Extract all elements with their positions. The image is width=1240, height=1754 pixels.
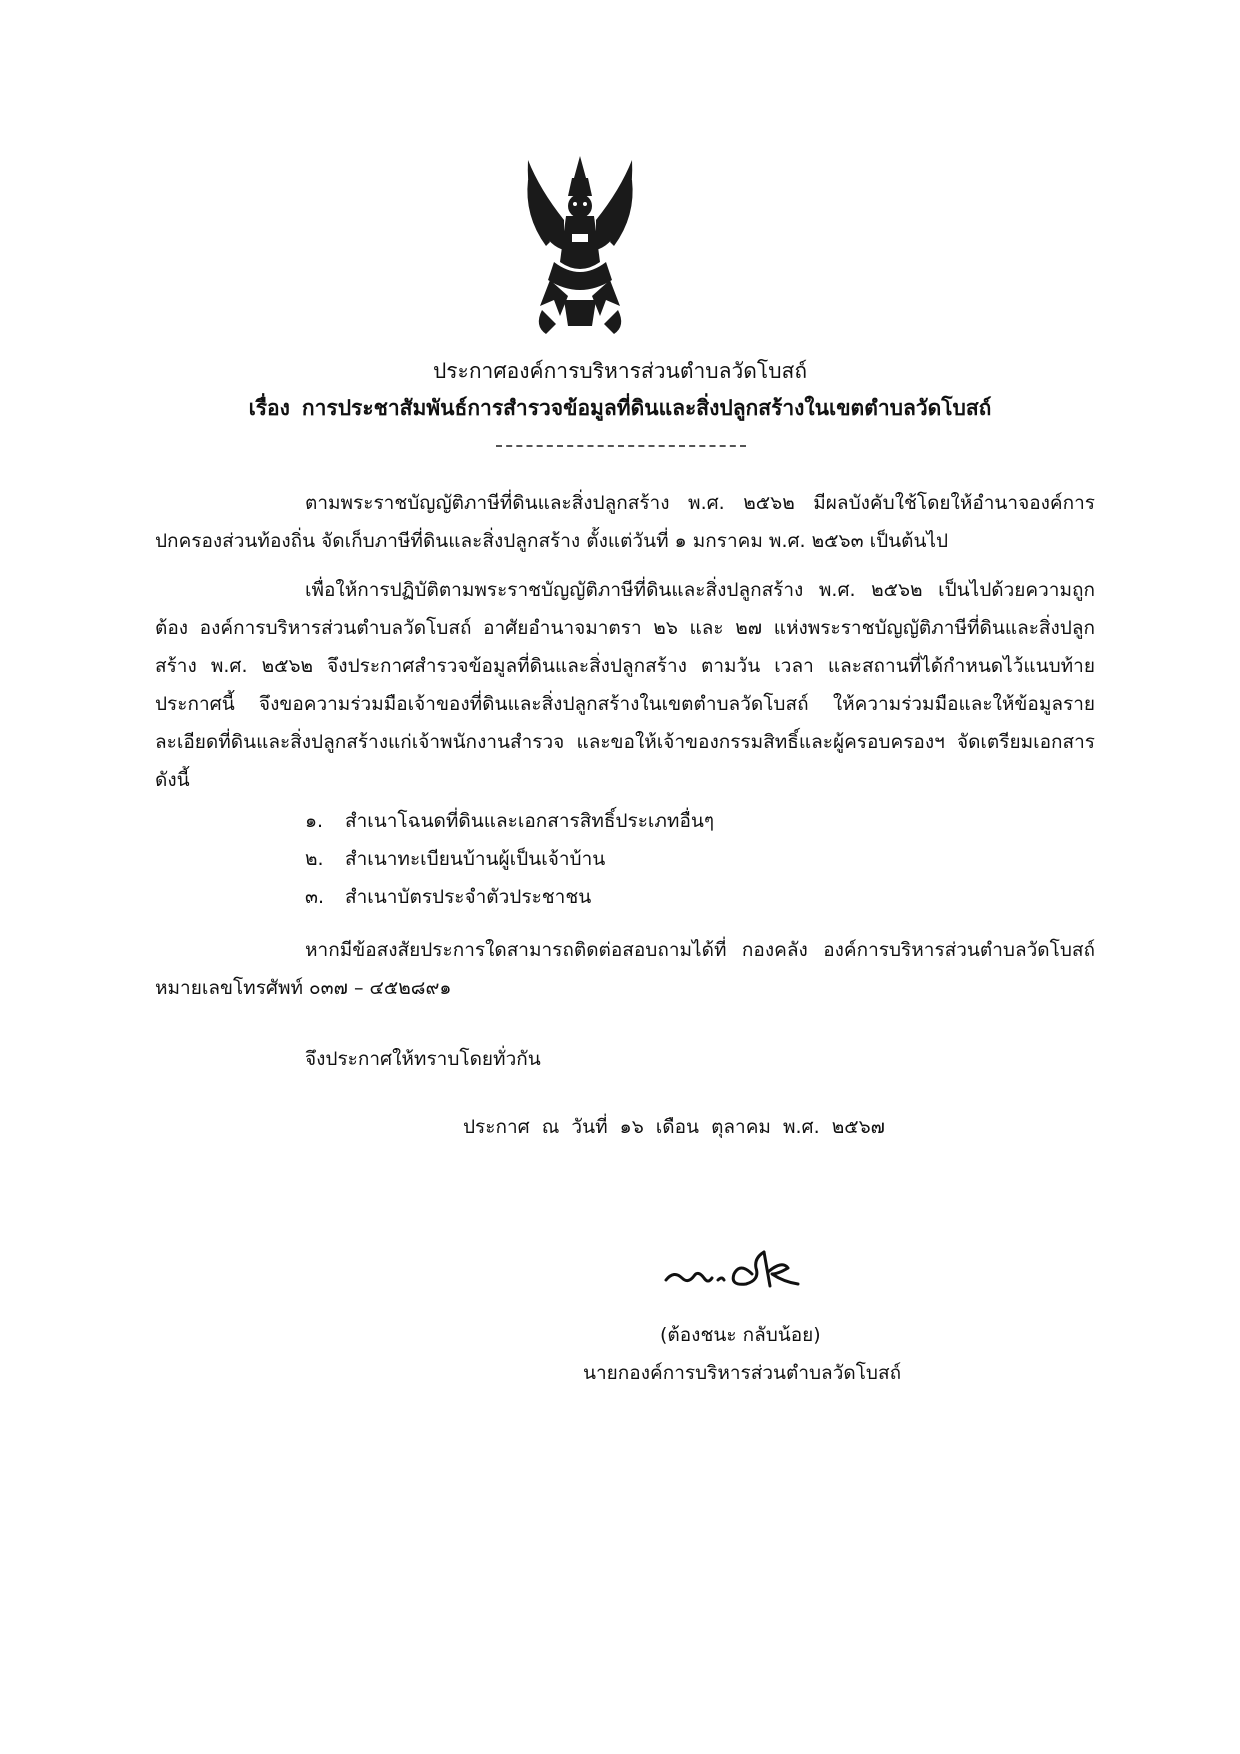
list-item	[305, 878, 714, 916]
signer-name: (ต้องชนะ กลับน้อย)	[660, 1324, 821, 1346]
list-item-text: สำเนาบัตรประจำตัวประชาชน	[345, 886, 592, 908]
subject-text: การประชาสัมพันธ์การสำรวจข้อมูลที่ดินและสิ่งปลูกสร้างในเขตตำบลวัดโบสถ์	[301, 396, 992, 420]
garuda-emblem-icon	[520, 150, 640, 340]
title-divider	[496, 445, 746, 447]
paragraph-tax-law: ตามพระราชบัญญัติภาษีที่ดินและสิ่งปลูกสร้าง พ.ศ. ๒๕๖๒ มีผลบังคับใช้โดยให้อำนาจองค์การปกครองส่วนท้องถิ่น จัดเก็บภาษีที่ดินและสิ่งปลูกสร้าง ตั้งแต่วันที่ ๑ มกราคม พ.ศ. ๒๕๖๓ เป็นต้นไป	[155, 492, 1095, 552]
signer-position: นายกองค์การบริหารส่วนตำบลวัดโบสถ์	[583, 1362, 902, 1384]
announcement-subject	[0, 392, 1240, 425]
list-item-text: สำเนาทะเบียนบ้านผู้เป็นเจ้าบ้าน	[345, 848, 606, 870]
paragraph-survey-request: เพื่อให้การปฏิบัติตามพระราชบัญญัติภาษีที่ดินและสิ่งปลูกสร้าง พ.ศ. ๒๕๖๒ เป็นไปด้วยความถูกต้อง องค์การบริหารส่วนตำบลวัดโบสถ์ อาศัยอำนาจมาตรา ๒๖ และ ๒๗ แห่งพระราชบัญญัติภาษีที่ดินและสิ่งปลูกสร้าง พ.ศ. ๒๕๖๒ จึงประกาศสำรวจข้อมูลที่ดินและสิ่งปลูกสร้าง ตามวัน เวลา และสถานที่ได้กำหนดไว้แนบท้ายประกาศนี้ จึงขอความร่วมมือเจ้าของที่ดินและสิ่งปลูกสร้างในเขตตำบลวัดโบสถ์ ให้ความร่วมมือและให้ข้อมูลรายละเอียดที่ดินและสิ่งปลูกสร้างแก่เจ้าพนักงานสำรวจ และขอให้เจ้าของกรรมสิทธิ์และผู้ครอบครองฯ จัดเตรียมเอกสารดังนี้	[155, 579, 1095, 791]
announcement-title: ประกาศองค์การบริหารส่วนตำบลวัดโบสถ์	[432, 359, 808, 383]
list-item-number: ๒.	[305, 848, 324, 870]
closing-statement: จึงประกาศให้ทราบโดยทั่วกัน	[305, 1048, 541, 1070]
list-item-number: ๓.	[305, 886, 325, 908]
list-item	[305, 802, 714, 840]
list-item-number: ๑.	[305, 810, 324, 832]
subject-label: เรื่อง	[248, 396, 290, 420]
list-item-text: สำเนาโฉนดที่ดินและเอกสารสิทธิ์ประเภทอื่นๆ	[345, 810, 715, 832]
list-item	[305, 840, 714, 878]
required-documents-list	[305, 802, 714, 916]
announcement-date: ประกาศ ณ วันที่ ๑๖ เดือน ตุลาคม พ.ศ. ๒๕๖๗	[463, 1116, 885, 1138]
paragraph-contact: หากมีข้อสงสัยประการใดสามารถติดต่อสอบถามได้ที่ กองคลัง องค์การบริหารส่วนตำบลวัดโบสถ์ หมายเลขโทรศัพท์ ๐๓๗ – ๔๕๒๘๙๑	[155, 939, 1095, 999]
handwritten-signature-icon	[660, 1238, 820, 1298]
